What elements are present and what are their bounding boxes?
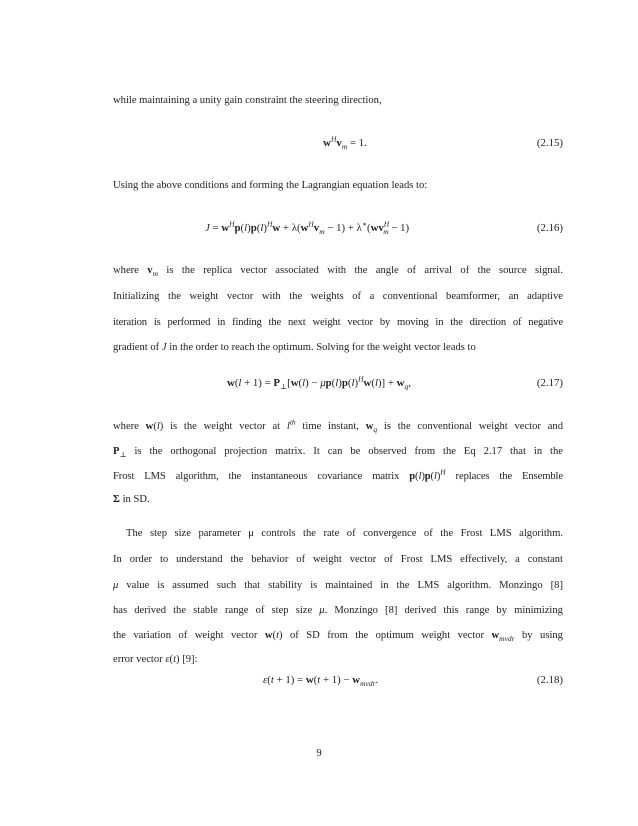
equation-number: (2.15) bbox=[536, 137, 563, 149]
equation-body: $w^Hv_m = 1$. bbox=[323, 134, 367, 152]
paragraph-line: μ value is assumed such that stability is maintained in the LMS algorithm. Monzingo [8] bbox=[113, 580, 563, 591]
paragraph-line: gradient of J in the order to reach the optimum. Solving for the weight vector leads to bbox=[113, 342, 476, 353]
paragraph-line: the variation of weight vector w(t) of SD from the optimum weight vector $w_{mvdr}$ by using bbox=[113, 630, 563, 644]
paragraph-line: $P_\perp$ is the orthogonal projection matrix. It can be observed from the Eq 2.17 that in the bbox=[113, 446, 563, 460]
paragraph-line: iteration is performed in finding the next weight vector by moving in the direction of negative bbox=[113, 317, 563, 328]
equation-number: (2.17) bbox=[536, 377, 563, 389]
paragraph-line: while maintaining a unity gain constraint the steering direction, bbox=[113, 95, 382, 106]
equation-2-18 bbox=[113, 674, 563, 692]
paragraph-line: Σ in SD. bbox=[113, 494, 150, 505]
paragraph-line: error vector ε(t) [9]: bbox=[113, 654, 198, 665]
paragraph-line: Initializing the weight vector with the weights of a conventional beamformer, an adaptive bbox=[113, 291, 563, 302]
equation-2-16 bbox=[113, 219, 563, 240]
equation-2-17 bbox=[113, 374, 563, 395]
paragraph-line: The step size parameter μ controls the rate of convergence of the Frost LMS algorithm. bbox=[126, 528, 563, 539]
equation-number: (2.16) bbox=[536, 222, 563, 234]
paragraph-line: where $v_m$ is the replica vector associated with the angle of arrival of the source signal. bbox=[113, 265, 563, 279]
equation-2-15 bbox=[113, 134, 563, 155]
paragraph-line: where w(l) is the weight vector at $l^{th}$ time instant, $w_q$ is the conventional weight vector and bbox=[113, 417, 564, 435]
paragraph-line: Using the above conditions and forming the Lagrangian equation leads to: bbox=[113, 180, 428, 191]
equation-body: $\varepsilon(t + 1) = w(t + 1) - w_{mvdr}$. bbox=[263, 674, 379, 689]
paragraph-line: has derived the stable range of step size μ. Monzingo [8] derived this range by minimizing bbox=[113, 605, 563, 616]
equation-body: $J = w^Hp(l)p(l)^Hw + \lambda(w^Hv_m - 1) + \lambda^∗(wv^H_m - 1)$ bbox=[205, 219, 410, 237]
page-number: 9 bbox=[316, 748, 322, 759]
paragraph-line: In order to understand the behavior of weight vector of Frost LMS effectively, a constant bbox=[113, 554, 563, 565]
equation-body: $w(l + 1) = P_\perp[w(l) - \mu p(l)p(l)^Hw(l)] + w_q$, bbox=[227, 374, 411, 392]
equation-number: (2.18) bbox=[536, 674, 563, 686]
paragraph-line: Frost LMS algorithm, the instantaneous covariance matrix $p(l)p(l)^H$ replaces the Ensemble bbox=[113, 467, 563, 482]
